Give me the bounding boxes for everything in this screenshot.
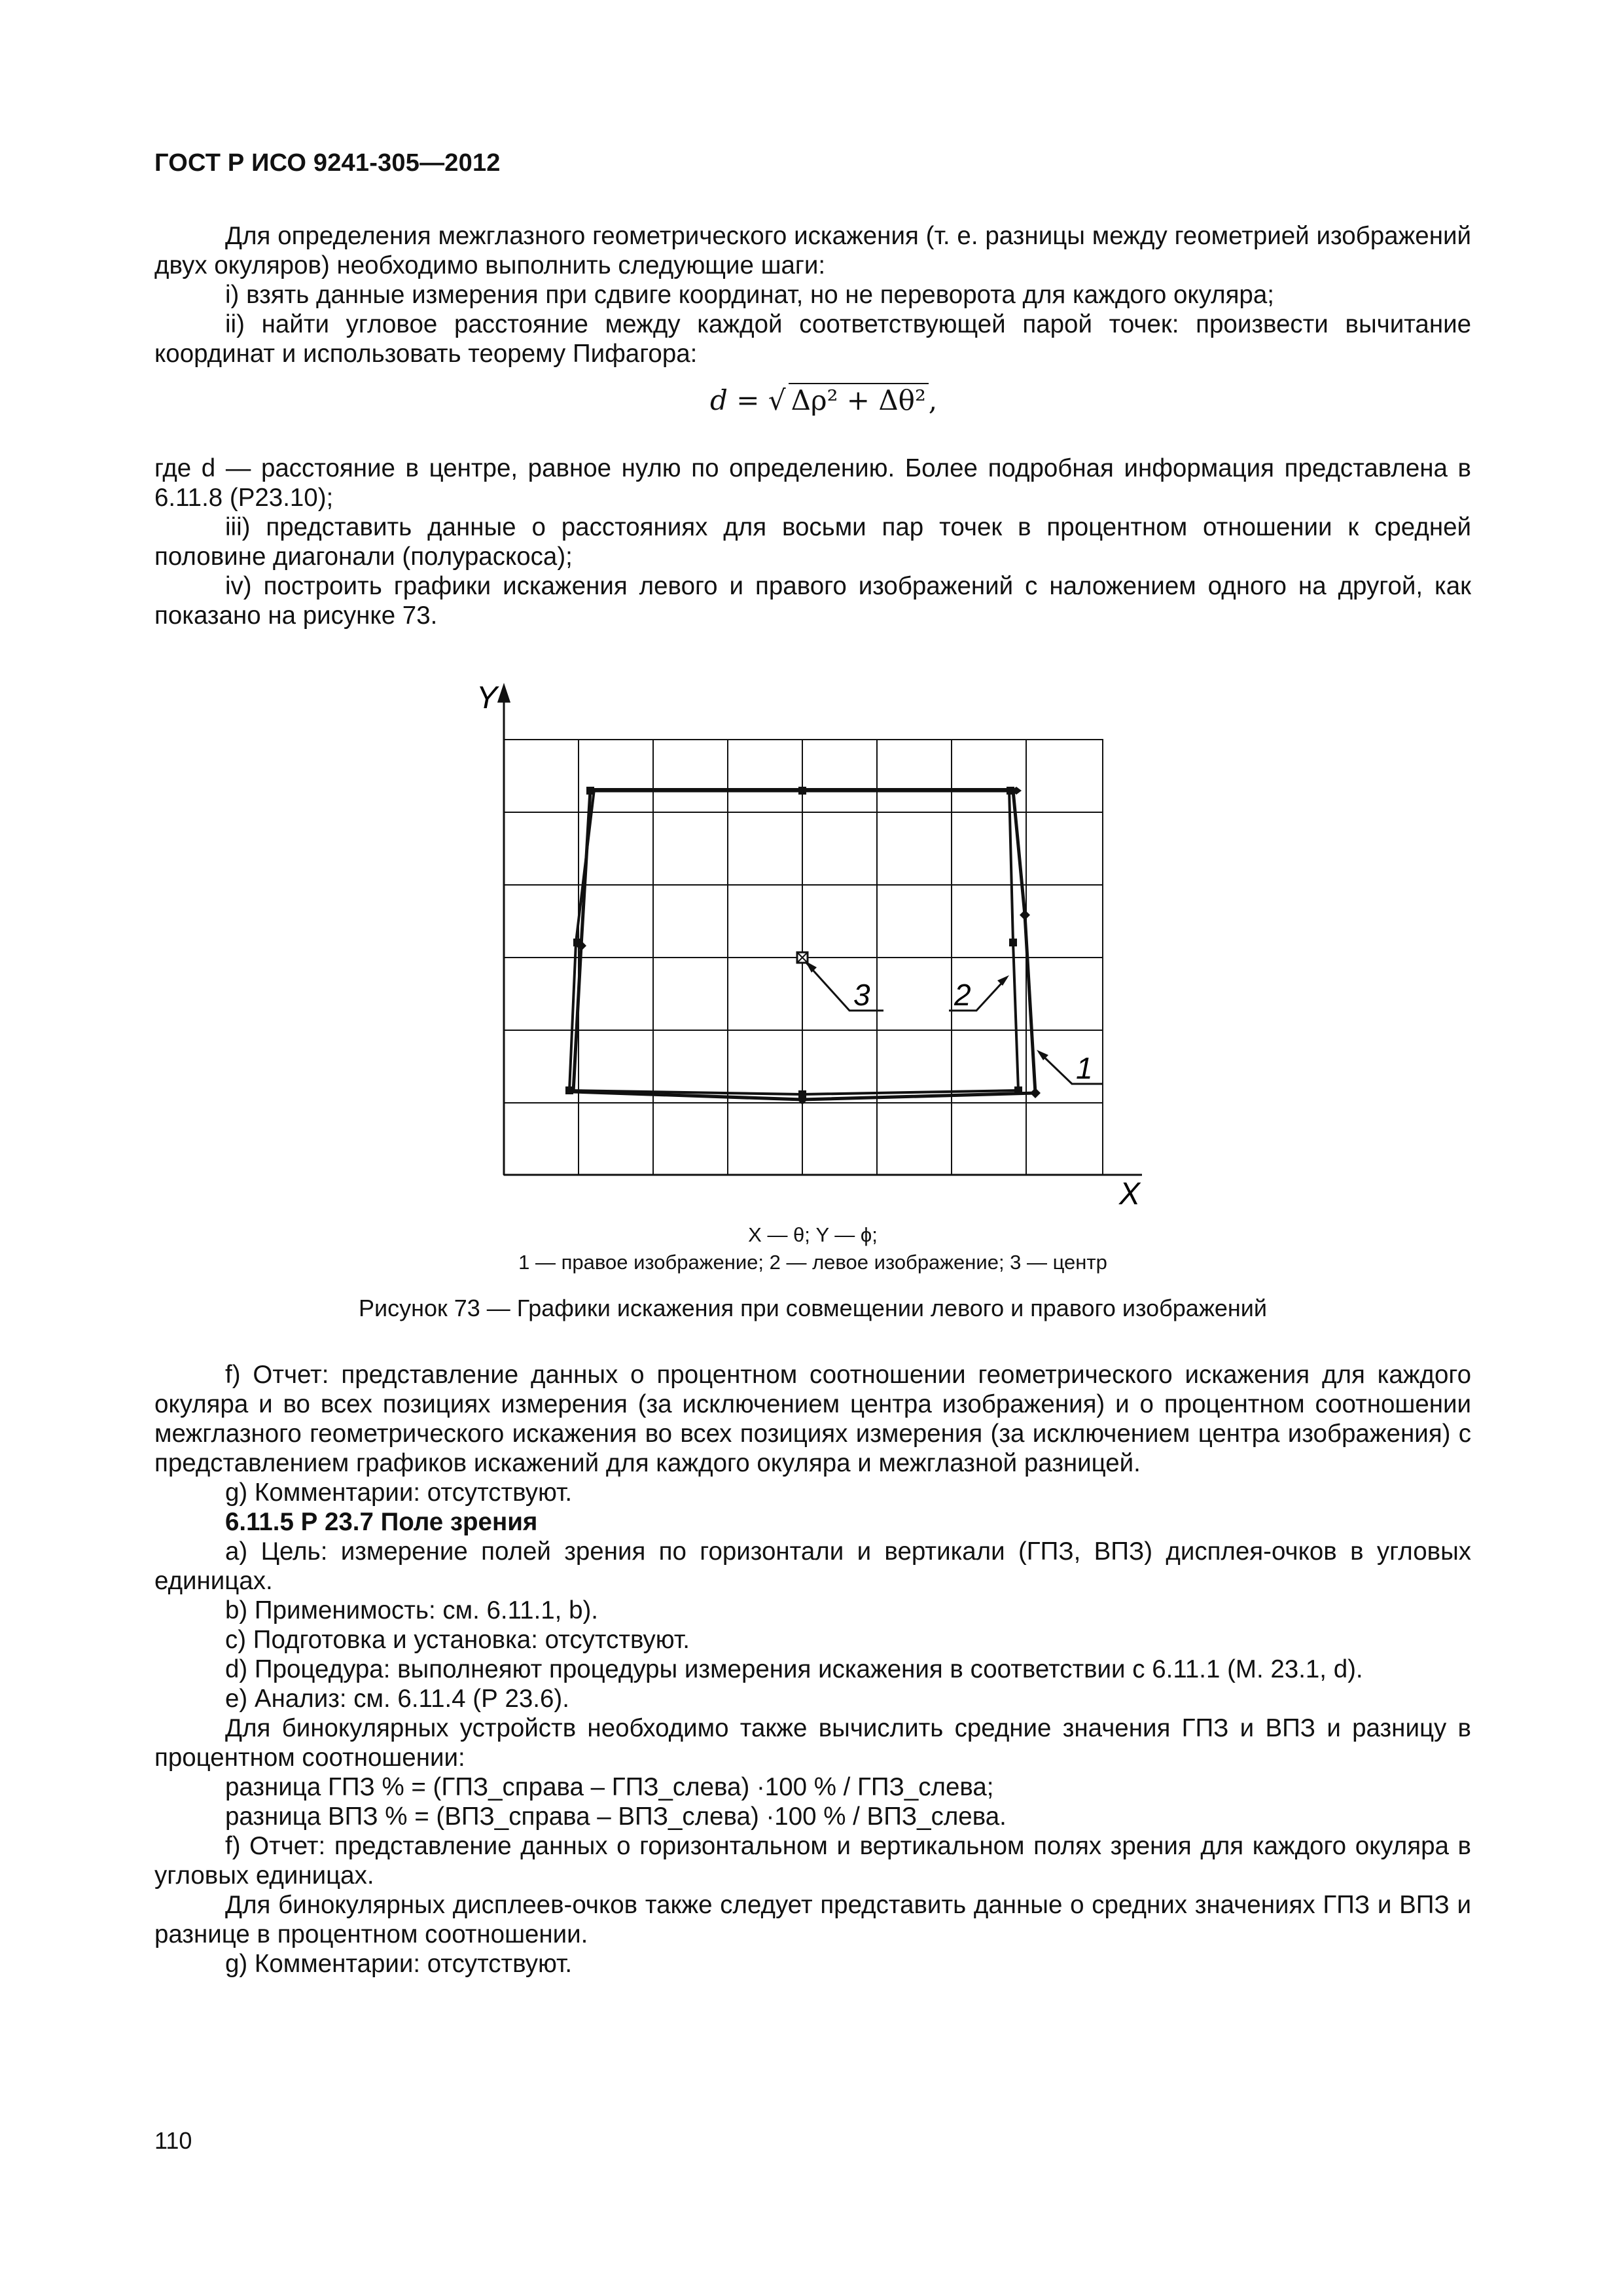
point bbox=[1030, 1088, 1041, 1098]
step-i: i) взять данные измерения при сдвиге координат, но не переворота для каждого окуляра; bbox=[225, 281, 1274, 309]
figure-caption: Рисунок 73 — Графики искажения при совмещении левого и правого изображений bbox=[358, 1295, 1268, 1321]
curve-right-image bbox=[573, 791, 1035, 1100]
step-iv: iv) построить графики искажения левого и правого изображений с наложением одного на другой, как показано на рисунке 73. bbox=[154, 572, 1471, 630]
item-b: b) Применимость: см. 6.11.1, b). bbox=[225, 1596, 598, 1624]
formula-vpz: разница ВПЗ % = (ВПЗ_справа – ВПЗ_слева) ·100 % / ВПЗ_слева. bbox=[225, 1803, 1007, 1831]
figure-legend-line1: X — θ; Y — ϕ; bbox=[748, 1223, 878, 1246]
point bbox=[1020, 910, 1030, 920]
formula-equals: = bbox=[736, 384, 760, 416]
point bbox=[1014, 1086, 1022, 1094]
pythagoras-formula bbox=[710, 383, 937, 416]
item-f: f) Отчет: представление данных о горизонтальном и вертикальном полях зрения для каждого окуляра в угловых единицах. bbox=[154, 1832, 1471, 1890]
point bbox=[1009, 939, 1017, 946]
formula-gpz: разница ГПЗ % = (ГПЗ_справа – ГПЗ_слева) ·100 % / ГПЗ_слева; bbox=[225, 1773, 994, 1801]
item-g: g) Комментарии: отсутствуют. bbox=[225, 1950, 573, 1978]
step-ii: ii) найти угловое расстояние между каждой соответствующей парой точек: произвести вычитание координат и использовать теорему Пифагора: bbox=[154, 310, 1471, 368]
formula-lhs: d bbox=[710, 384, 728, 416]
point bbox=[565, 1086, 573, 1094]
step-iii: iii) представить данные о расстояниях для восьми пар точек в процентном отношении к средней половине диагонали (полураскоса); bbox=[154, 513, 1471, 571]
point bbox=[586, 787, 594, 795]
item-d: d) Процедура: выполнеяют процедуры измерения искажения в соответствии с 6.11.1 (М. 23.1, d). bbox=[225, 1655, 1363, 1683]
formula-comma: , bbox=[928, 384, 938, 416]
figure-legend-line2: 1 — правое изображение; 2 — левое изображение; 3 — центр bbox=[518, 1251, 1107, 1274]
binocular-paragraph-2: Для бинокулярных дисплеев-очков также следует представить данные о средних значениях ГПЗ и ВПЗ и разнице в процентном соотношении. bbox=[154, 1891, 1471, 1948]
intro-block bbox=[154, 221, 1471, 368]
leader-arrowheads bbox=[805, 961, 1048, 1060]
formula-radicand: Δρ² + Δθ² bbox=[789, 383, 929, 416]
item-e: e) Анализ: см. 6.11.4 (Р 23.6). bbox=[225, 1685, 569, 1713]
comments-paragraph: g) Комментарии: отсутствуют. bbox=[225, 1479, 573, 1507]
label-1: 1 bbox=[1076, 1051, 1093, 1085]
section-heading: 6.11.5 Р 23.7 Поле зрения bbox=[225, 1508, 538, 1536]
x-axis-label: X bbox=[1119, 1177, 1141, 1211]
distortion-figure bbox=[458, 668, 1178, 1224]
label-3: 3 bbox=[853, 978, 870, 1012]
y-axis-label: Y bbox=[476, 681, 498, 715]
label-2: 2 bbox=[954, 978, 971, 1012]
report-paragraph: f) Отчет: представление данных о процентном соотношении геометрического искажения для каждого окуляра и во всех позициях измерения (за исключением центра изображения) и о процентном соотношении межглазного геометрического искажения во всех позициях измерения (за исключением центра изображения) с представлением графиков искажений для каждого окуляра и межглазной разницей. bbox=[154, 1361, 1471, 1477]
binocular-paragraph: Для бинокулярных устройств необходимо также вычислить средние значения ГПЗ и ВПЗ и разницу в процентном соотношении: bbox=[154, 1714, 1471, 1772]
page-number: 110 bbox=[154, 2127, 192, 2154]
paragraph: Для определения межглазного геометрического искажения (т. е. разницы между геометрией изображений двух окуляров) необходимо выполнить следующие шаги: bbox=[154, 222, 1471, 279]
center-point bbox=[797, 952, 808, 963]
item-a: a) Цель: измерение полей зрения по горизонтали и вертикали (ГПЗ, ВПЗ) дисплея-очков в угловых единицах. bbox=[154, 1537, 1471, 1595]
where-d-paragraph: где d — расстояние в центре, равное нулю по определению. Более подробная информация представлена в 6.11.8 (Р23.10); bbox=[154, 454, 1471, 512]
intro-block-2 bbox=[154, 454, 1471, 630]
y-arrowhead bbox=[499, 686, 509, 702]
document-header: ГОСТ Р ИСО 9241-305—2012 bbox=[154, 149, 501, 177]
point bbox=[798, 787, 806, 795]
sqrt-sign: √ bbox=[768, 384, 786, 416]
item-c: c) Подготовка и установка: отсутствуют. bbox=[225, 1626, 690, 1654]
axes bbox=[499, 686, 1142, 1175]
body-block bbox=[154, 1360, 1471, 1979]
